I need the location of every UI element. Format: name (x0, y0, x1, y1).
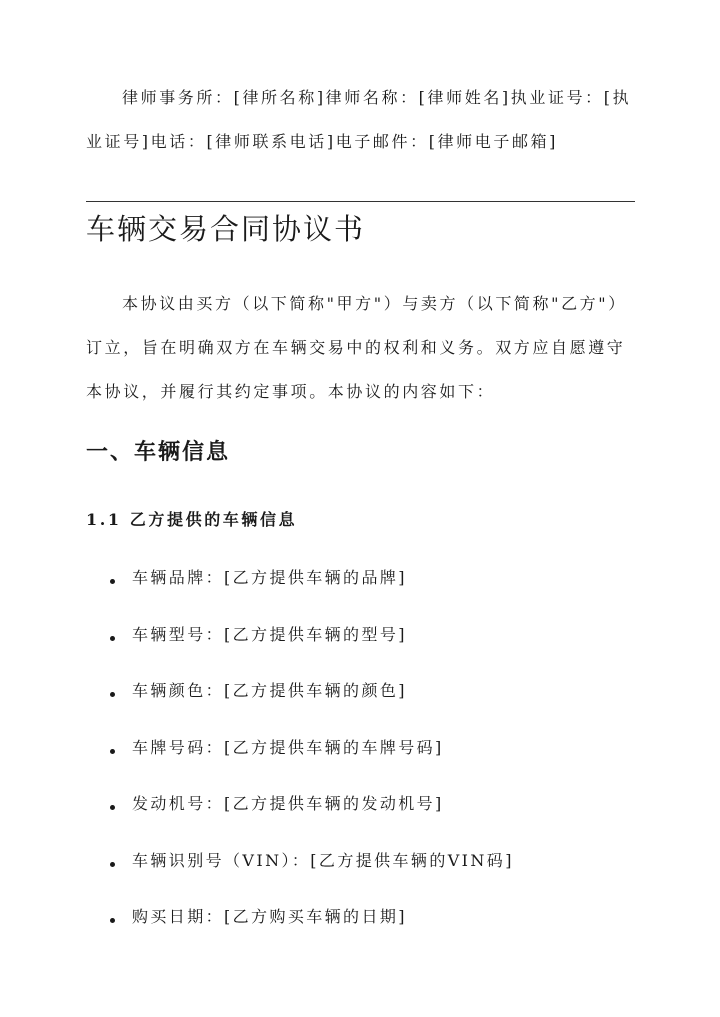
list-item-purchase-date (86, 901, 634, 958)
document-title: 车辆交易合同协议书 (86, 212, 366, 246)
bullet-icon (110, 918, 115, 923)
horizontal-divider (86, 201, 635, 202)
list-item-plate-number (86, 732, 634, 789)
list-item-text: 车牌号码：[乙方提供车辆的车牌号码] (132, 737, 444, 757)
list-item-text: 车辆颜色：[乙方提供车辆的颜色] (132, 681, 407, 700)
list-item-text: 车辆识别号（VIN）：[乙方提供车辆的VIN码] (132, 850, 514, 870)
lawyer-info: 律师事务所：[律所名称]律师名称：[律师姓名]执业证号：[执业证号]电话：[律师联系电话]电子邮件：[律师电子邮箱] (86, 88, 632, 151)
bullet-icon (110, 692, 115, 697)
bullet-icon (110, 862, 115, 867)
list-item-text: 车辆品牌：[乙方提供车辆的品牌] (132, 568, 407, 587)
list-item-color (86, 675, 634, 732)
list-item-vin (86, 845, 634, 902)
bullet-icon (110, 636, 115, 641)
bullet-icon (110, 579, 115, 584)
vehicle-info-list (86, 562, 634, 958)
list-item-text: 车辆型号：[乙方提供车辆的型号] (132, 624, 407, 644)
bullet-icon (110, 805, 115, 810)
list-item-engine-number (86, 788, 634, 845)
list-item-brand (86, 562, 634, 619)
intro-paragraph: 本协议由买方（以下简称"甲方"）与卖方（以下简称"乙方"）订立，旨在明确双方在车辆交易中的权利和义务。双方应自愿遵守本协议，并履行其约定事项。本协议的内容如下： (86, 294, 627, 401)
section-title-vehicle-info: 一、车辆信息 (86, 439, 231, 465)
list-item-text: 发动机号：[乙方提供车辆的发动机号] (132, 794, 444, 813)
bullet-icon (110, 749, 115, 754)
subsection-title-seller-vehicle-info: 1.1 乙方提供的车辆信息 (86, 510, 298, 529)
list-item-text: 购买日期：[乙方购买车辆的日期] (132, 907, 407, 926)
list-item-model (86, 619, 634, 676)
